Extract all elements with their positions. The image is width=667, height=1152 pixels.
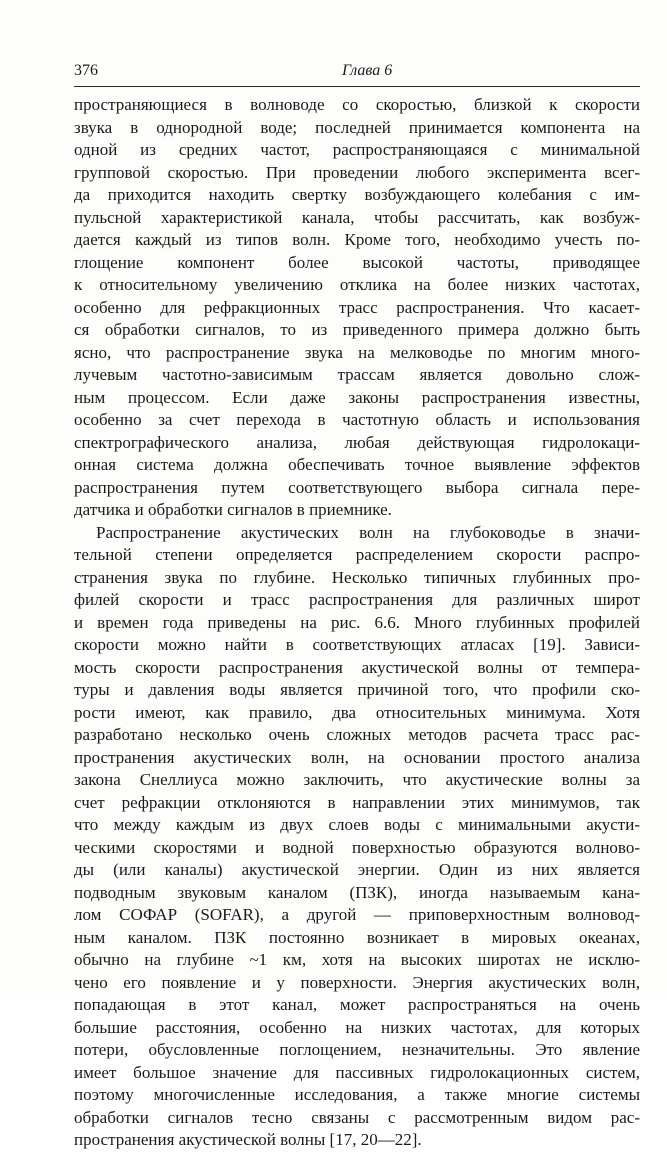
text-line: лом СОФАР (SOFAR), а другой — приповерхностным волновод- <box>74 905 640 924</box>
text-line: лучевым частотно-зависимым трассам является довольно слож- <box>74 365 640 384</box>
text-line: пульсной характеристикой канала, чтобы рассчитать, как возбуж- <box>74 207 640 227</box>
running-head <box>74 62 640 87</box>
text-line: ясно, что распространение звука на мелководье по многим много- <box>74 342 640 362</box>
text-line: подводным звуковым каналом (ПЗК), иногда называемым кана- <box>74 882 640 902</box>
text-line: дается каждый из типов волн. Кроме того, необходимо учесть по- <box>74 230 640 249</box>
text-line: счет рефракции отклоняются в направлении этих минимумов, так <box>74 792 640 812</box>
text-line: распространения путем соответствующего выбора сигнала пере- <box>74 477 640 497</box>
text-line: странения звука по глубине. Несколько типичных глубинных про- <box>74 567 640 587</box>
text-line: особенно за счет перехода в частотную область и использования <box>74 410 640 429</box>
text-line: поэтому многочисленные исследования, а также многие системы <box>74 1085 640 1104</box>
text-line: рости имеют, как правило, два относительных минимума. Хотя <box>74 702 640 722</box>
text-line: пространения акустических волн, на основании простого анализа <box>74 747 640 767</box>
text-line: Распространение акустических волн на глубоководье в значи- <box>96 522 640 542</box>
text-line: ным процессом. Если даже законы распространения известны, <box>74 387 640 407</box>
text-line: спектрографического анализа, любая действующая гидролокаци- <box>74 432 640 452</box>
text-line: скорости можно найти в соответствующих атласах [19]. Зависи- <box>74 635 640 654</box>
text-line: мость скорости распространения акустической волны от темпера- <box>74 657 640 677</box>
text-line: тельной степени определяется распределением скорости распро- <box>74 545 640 564</box>
text-line: закона Снеллиуса можно заключить, что акустические волны за <box>74 770 640 789</box>
text-line: что между каждым из двух слоев воды с минимальными акусти- <box>74 815 640 834</box>
text-line: потери, обусловленные поглощением, незначительны. Это явление <box>74 1040 640 1059</box>
text-line: онная система должна обеспечивать точное выявление эффектов <box>74 455 640 474</box>
text-line: попадающая в этот канал, может распространяться на очень <box>74 995 640 1014</box>
text-line: имеет большое значение для пассивных гидролокационных систем, <box>74 1062 640 1082</box>
text-line: глощение компонент более высокой частоты, приводящее <box>74 252 640 272</box>
text-line: да приходится находить свертку возбуждающего колебания с им- <box>74 185 640 204</box>
chapter-title: Глава 6 <box>342 62 393 79</box>
text-line: и времен года приведены на рис. 6.6. Много глубинных профилей <box>74 612 640 632</box>
text-line: звука в однородной воде; последней принимается компонента на <box>74 117 640 137</box>
page-number: 376 <box>74 62 98 79</box>
text-line: обычно на глубине ~1 км, хотя на высоких широтах не исклю- <box>74 950 640 969</box>
body-text <box>74 94 640 1152</box>
text-line: разработано несколько очень сложных методов расчета трасс рас- <box>74 725 640 744</box>
text-line: обработки сигналов тесно связаны с рассмотренным видом рас- <box>74 1107 640 1127</box>
text-line: ным каналом. ПЗК постоянно возникает в мировых океанах, <box>74 927 640 947</box>
text-line: большие расстояния, особенно на низких частотах, для которых <box>74 1017 640 1037</box>
text-line: пространяющиеся в волноводе со скоростью, близкой к скорости <box>74 95 640 114</box>
text-line: групповой скоростью. При проведении любого эксперимента всег- <box>74 162 640 182</box>
text-line: особенно для рефракционных трасс распространения. Что касает- <box>74 297 640 317</box>
text-line: ся обработки сигналов, то из приведенного примера должно быть <box>74 320 640 339</box>
text-line: туры и давления воды является причиной того, что профили ско- <box>74 680 640 699</box>
text-line: одной из средних частот, распространяющаяся с минимальной <box>74 140 640 159</box>
paragraph <box>74 522 640 1152</box>
text-line: ческими скоростями и водной поверхностью образуются волново- <box>74 837 640 857</box>
text-line: пространения акустической волны [17, 20—22]. <box>74 1130 422 1149</box>
text-line: чено его появление и у поверхности. Энергия акустических волн, <box>74 972 640 992</box>
text-line: к относительному увеличению отклика на более низких частотах, <box>74 275 640 294</box>
paragraph <box>74 94 640 522</box>
text-line: филей скорости и трасс распространения для различных широт <box>74 590 640 609</box>
text-line: ды (или каналы) акустической энергии. Один из них является <box>74 860 640 879</box>
text-line: датчика и обработки сигналов в приемнике. <box>74 500 392 519</box>
